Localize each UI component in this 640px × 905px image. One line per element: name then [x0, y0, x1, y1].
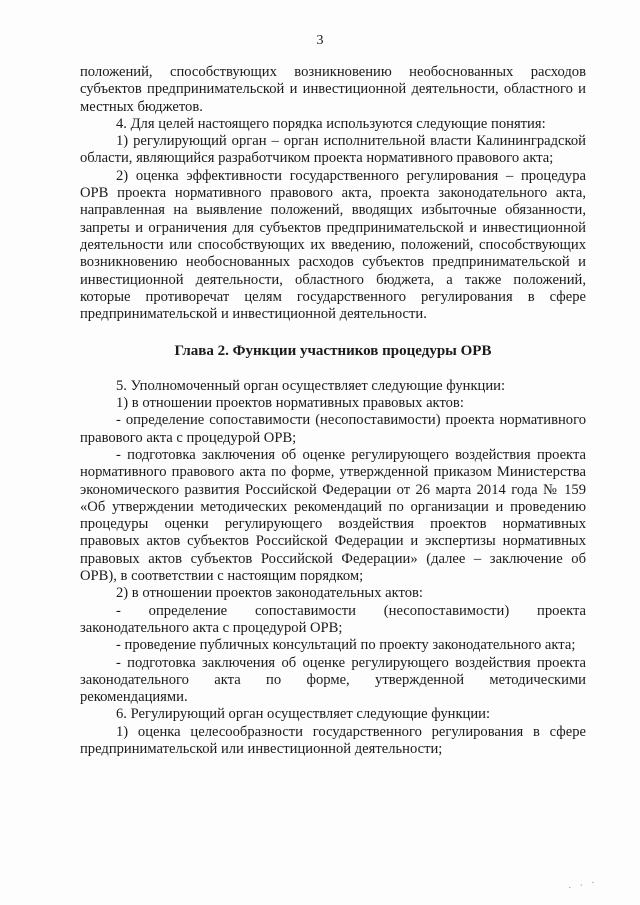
- paragraph: 1) в отношении проектов нормативных правовых актов:: [116, 395, 464, 412]
- paragraph: - определение сопоставимости (несопоставимости) проекта законодательного акта с процедурой ОРВ;: [80, 602, 586, 636]
- paragraph: 2) оценка эффективности государственного регулирования – процедура ОРВ проекта нормативного правового акта, проекта законодательного акта, направленная на выявление положений, вводящих избыточные обязанности, запреты и ограничения для субъектов предпринимательской и инвестиционной деятельности или способствующих их введению, положений, способствующих возникновению необоснованных расходов субъектов предпринимательской и инвестиционной деятельности, областного бюджета, а также положений, которые противоречат целям государственного регулирования в сфере предпринимательской и инвестиционной деятельности.: [80, 167, 586, 323]
- paragraph: - подготовка заключения об оценке регулирующего воздействия проекта законодательного акта по форме, утвержденной методическими рекомендациями.: [80, 654, 586, 706]
- paragraph: 2) в отношении проектов законодательных актов:: [116, 585, 423, 602]
- document-body: [80, 64, 586, 758]
- section-heading: Глава 2. Функции участников процедуры ОРВ: [174, 343, 492, 360]
- paragraph: 5. Уполномоченный орган осуществляет следующие функции:: [116, 377, 506, 394]
- paragraph: 6. Регулирующий орган осуществляет следующие функции:: [116, 706, 491, 723]
- paragraph: 1) оценка целесообразности государственного регулирования в сфере предпринимательской или инвестиционной деятельности;: [80, 723, 586, 757]
- paragraph: - подготовка заключения об оценке регулирующего воздействия проекта нормативного правового акта по форме, утвержденной приказом Министерства экономического развития Российской Федерации от 26 марта 2014 года № 159 «Об утверждении методических рекомендаций по организации и проведению процедуры оценки регулирующего воздействия проектов нормативных правовых актов субъектов Российской Федерации и экспертизы нормативных правовых актов субъектов Российской Федерации» (далее – заключение об ОРВ), в соответствии с настоящим порядком;: [80, 446, 586, 585]
- paragraph: 1) регулирующий орган – орган исполнительной власти Калининградской области, являющийся разработчиком проекта нормативного правового акта;: [80, 133, 586, 167]
- paragraph: - определение сопоставимости (несопоставимости) проекта нормативного правового акта с процедурой ОРВ;: [80, 412, 586, 446]
- paragraph: 4. Для целей настоящего порядка используются следующие понятия:: [116, 115, 546, 132]
- paragraph: положений, способствующих возникновению необоснованных расходов субъектов предпринимательской и инвестиционной деятельности, областного и местных бюджетов.: [80, 64, 586, 115]
- paragraph: - проведение публичных консультаций по проекту законодательного акта;: [116, 637, 576, 654]
- page-number: 3: [316, 33, 324, 48]
- scan-artifact: · · ·: [567, 877, 599, 894]
